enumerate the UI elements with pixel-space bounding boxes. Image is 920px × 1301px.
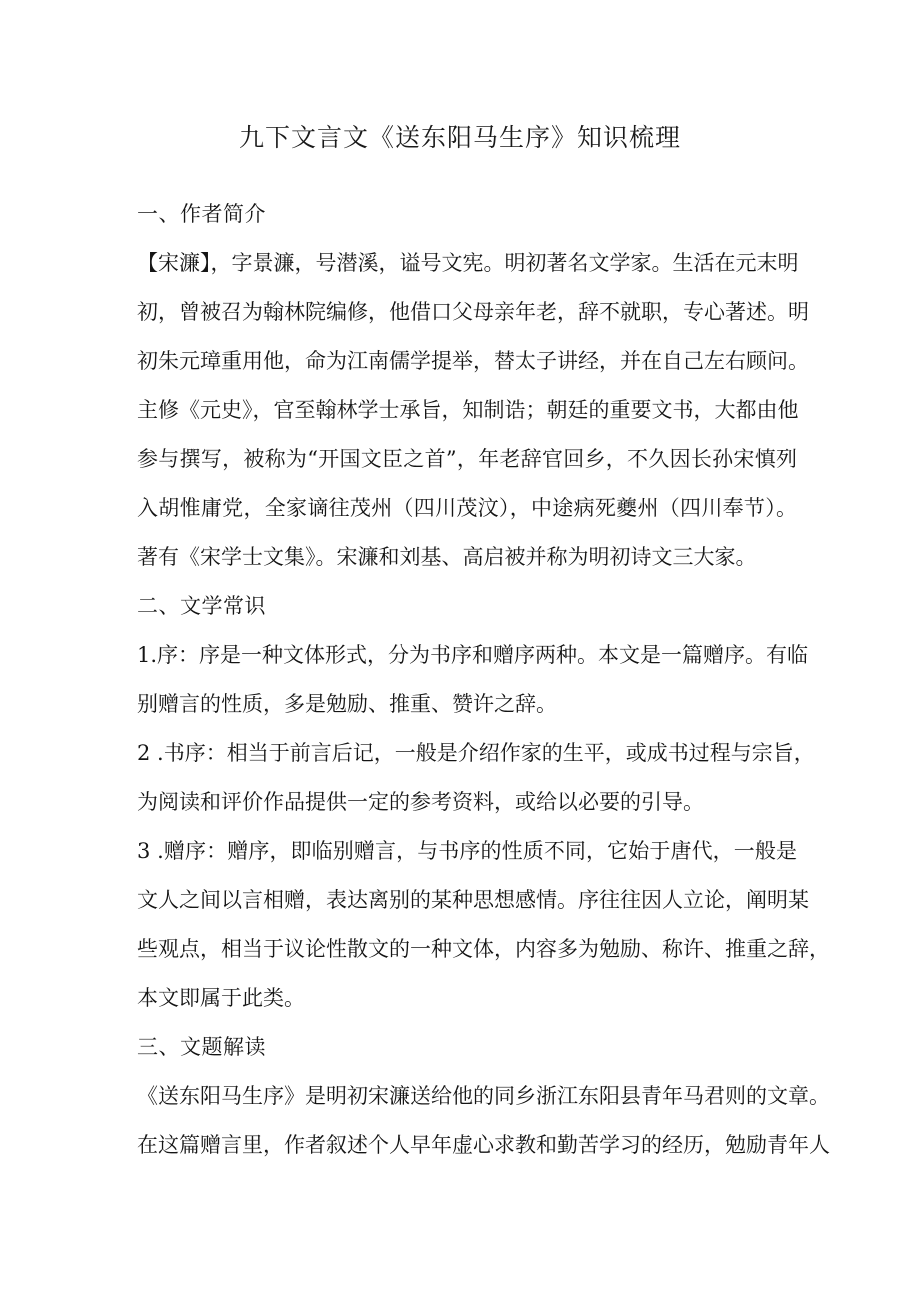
paragraph-line: 主修《元史》，官至翰林学士承旨，知制诰；朝廷的重要文书，大都由他 xyxy=(137,398,799,422)
document-body xyxy=(137,196,830,1176)
section-heading: 二、文学常识 xyxy=(137,594,266,618)
paragraph-line: 别赠言的性质，多是勉励、推重、赞许之辞。 xyxy=(137,692,557,716)
paragraph-line: 入胡惟庸党，全家谪往茂州（四川茂汶），中途病死夔州（四川奉节）。 xyxy=(137,496,797,520)
paragraph-line: 些观点，相当于议论性散文的一种文体，内容多为勉励、称许、推重之辞， xyxy=(137,937,830,961)
paragraph-line: 为阅读和评价作品提供一定的参考资料，或给以必要的引导。 xyxy=(137,790,704,814)
paragraph-line: 3 .赠序：赠序，即临别赠言，与书序的性质不同，它始于唐代，一般是 xyxy=(137,839,797,863)
paragraph-line: 本文即属于此类。 xyxy=(137,986,305,1010)
paragraph-line: 初朱元璋重用他，命为江南儒学提举，替太子讲经，并在自己左右顾问。 xyxy=(137,349,809,373)
paragraph-line: 2 .书序：相当于前言后记，一般是介绍作家的生平，或成书过程与宗旨， xyxy=(137,741,815,765)
paragraph-line: 文人之间以言相赠，表达离别的某种思想感情。序往往因人立论，阐明某 xyxy=(137,888,809,912)
paragraph-line: 《送东阳马生序》是明初宋濂送给他的同乡浙江东阳县青年马君则的文章。 xyxy=(137,1084,830,1108)
paragraph-line: 在这篇赠言里，作者叙述个人早年虚心求教和勤苦学习的经历，勉励青年人 xyxy=(137,1133,830,1157)
section-heading: 三、文题解读 xyxy=(137,1035,266,1059)
paragraph-line: 参与撰写，被称为“开国文臣之首”，年老辞官回乡，不久因长孙宋慎列 xyxy=(137,447,797,471)
paragraph-line: 【宋濂】，字景濂，号潜溪，谥号文宪。明初著名文学家。生活在元末明 xyxy=(137,251,799,275)
paragraph-line: 初，曾被召为翰林院编修，他借口父母亲年老，辞不就职，专心著述。明 xyxy=(137,300,809,324)
paragraph-line: 著有《宋学士文集》。宋濂和刘基、高启被并称为明初诗文三大家。 xyxy=(137,545,757,569)
paragraph-line: 1.序：序是一种文体形式，分为书序和赠序两种。本文是一篇赠序。有临 xyxy=(137,643,809,667)
section-heading: 一、作者简介 xyxy=(137,202,266,226)
document-title: 九下文言文《送东阳马生序》知识梳理 xyxy=(238,123,681,152)
